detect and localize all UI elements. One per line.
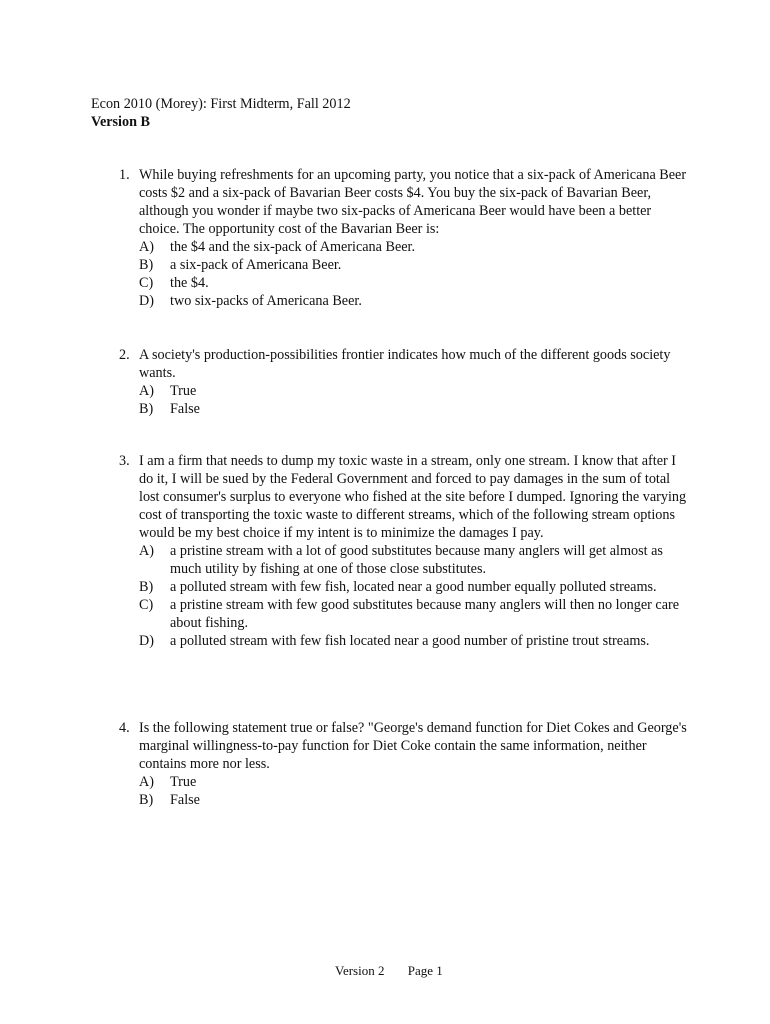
option-letter: D) <box>139 293 154 309</box>
answer-option <box>139 578 689 596</box>
option-text: False <box>170 401 200 417</box>
answer-options <box>139 382 689 418</box>
question-4 <box>119 719 689 809</box>
option-letter: A) <box>139 383 154 399</box>
option-text: a pristine stream with few good substitutes because many anglers will then no longer care about fishing. <box>170 597 680 631</box>
question-2 <box>119 346 689 418</box>
option-text: a six-pack of Americana Beer. <box>170 257 342 273</box>
answer-option <box>139 773 689 791</box>
footer-version: Version 2 <box>335 963 385 978</box>
question-text: Is the following statement true or false? "George's demand function for Diet Cokes and George's marginal willingness-to-pay function for Diet Coke contain the same information, neither contains more nor less. <box>139 720 687 772</box>
option-letter: B) <box>139 792 154 808</box>
option-letter: B) <box>139 579 154 595</box>
answer-option <box>139 542 689 578</box>
option-letter: D) <box>139 633 154 649</box>
answer-option <box>139 400 689 418</box>
exam-version: Version B <box>91 114 150 130</box>
question-1 <box>119 166 689 310</box>
option-letter: A) <box>139 239 154 255</box>
question-text: A society's production-possibilities frontier indicates how much of the different goods society wants. <box>139 347 671 381</box>
answer-option <box>139 632 689 650</box>
answer-option <box>139 292 689 310</box>
question-number: 1. <box>119 167 130 183</box>
option-letter: C) <box>139 275 154 291</box>
question-3 <box>119 452 689 650</box>
option-text: False <box>170 792 200 808</box>
question-number: 4. <box>119 720 130 736</box>
option-text: a polluted stream with few fish located near a good number of pristine trout streams. <box>170 633 650 649</box>
option-text: two six-packs of Americana Beer. <box>170 293 362 309</box>
answer-option <box>139 596 689 632</box>
option-text: the $4 and the six-pack of Americana Beer. <box>170 239 416 255</box>
option-letter: B) <box>139 401 154 417</box>
option-text: True <box>170 774 197 790</box>
answer-option <box>139 256 689 274</box>
answer-options <box>139 542 689 650</box>
option-text: a pristine stream with a lot of good substitutes because many anglers will get almost as much utility by fishing at one of those close substitutes. <box>170 543 663 577</box>
question-text: I am a firm that needs to dump my toxic waste in a stream, only one stream. I know that after I do it, I will be sued by the Federal Government and forced to pay damages in the sum of total lost consumer's surplus to everyone who fished at the site before I dumped. Ignoring the varying cost of transporting the toxic waste to different streams, which of the following stream options would be my best choice if my intent is to minimize the damages I pay. <box>139 453 687 541</box>
exam-header <box>91 95 711 131</box>
question-number: 3. <box>119 453 130 469</box>
option-text: the $4. <box>170 275 209 291</box>
answer-option <box>139 274 689 292</box>
question-text: While buying refreshments for an upcoming party, you notice that a six-pack of Americana Beer costs $2 and a six-pack of Bavarian Beer costs $4. You buy the six-pack of Bavarian Beer, although you wonder if maybe two six-packs of Americana Beer would have been a better choice. The opportunity cost of the Bavarian Beer is: <box>139 167 687 237</box>
answer-options <box>139 773 689 809</box>
answer-options <box>139 238 689 310</box>
option-text: True <box>170 383 197 399</box>
question-number: 2. <box>119 347 130 363</box>
exam-title: Econ 2010 (Morey): First Midterm, Fall 2012 <box>91 96 351 112</box>
option-letter: C) <box>139 597 154 613</box>
answer-option <box>139 238 689 256</box>
option-letter: A) <box>139 774 154 790</box>
answer-option <box>139 791 689 809</box>
option-letter: A) <box>139 543 154 559</box>
page-footer <box>335 962 443 980</box>
footer-page-number: Page 1 <box>407 963 443 978</box>
option-text: a polluted stream with few fish, located near a good number equally polluted streams. <box>170 579 657 595</box>
option-letter: B) <box>139 257 154 273</box>
answer-option <box>139 382 689 400</box>
